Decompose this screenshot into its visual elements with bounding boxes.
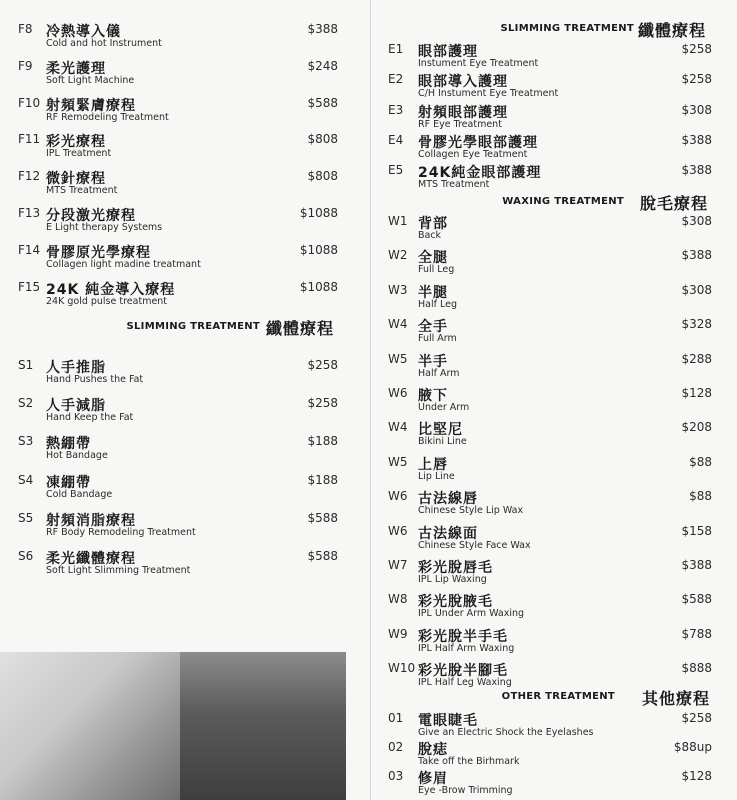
item-name-en: Instument Eye Treatment <box>418 58 539 69</box>
item-code: W3 <box>388 282 408 297</box>
item-price: $258 <box>681 72 712 87</box>
section-title-zh: 其他療程 <box>642 689 711 708</box>
item-name-zh: 骨膠原光學療程 <box>46 244 151 261</box>
item-code: W6 <box>388 386 408 400</box>
item-name-en: Chinese Style Lip Wax <box>418 505 524 517</box>
item-code: E3 <box>388 102 404 117</box>
item-name-zh: 修眉 <box>418 771 448 787</box>
item-price: $188 <box>307 472 338 487</box>
item-code: S2 <box>18 396 34 411</box>
item-code: W10 <box>388 661 416 676</box>
item-code: F10 <box>18 95 41 110</box>
item-code: F9 <box>18 58 33 73</box>
item-price: $388 <box>681 558 712 572</box>
item-code: W4 <box>388 420 408 435</box>
item-price: $258 <box>307 396 338 411</box>
item-name-en: Soft Light Slimming Treatment <box>46 565 191 576</box>
item-name-zh: 彩光療程 <box>46 134 106 151</box>
item-code: W7 <box>388 558 408 572</box>
item-price: $588 <box>307 95 338 110</box>
other-header <box>372 686 737 706</box>
item-price: $88 <box>689 454 712 469</box>
item-price: $258 <box>681 42 712 56</box>
item-name-zh: 骨膠光學眼部護理 <box>418 134 538 151</box>
section-title-zh: 纖體療程 <box>638 21 707 40</box>
item-code: W9 <box>388 626 408 641</box>
item-name-en: Hand Pushes the Fat <box>46 374 144 385</box>
item-price: $308 <box>681 102 712 117</box>
item-name-en: Hot Bandage <box>46 450 108 462</box>
item-name-en: RF Remodeling Treatment <box>46 111 169 123</box>
item-name-en: RF Eye Treatment <box>418 118 502 130</box>
item-price: $588 <box>307 549 338 563</box>
item-code: W5 <box>388 454 408 469</box>
item-code: F15 <box>18 279 41 294</box>
item-price: $1088 <box>299 279 338 294</box>
item-price: $788 <box>681 626 712 641</box>
item-name-zh: 比堅尼 <box>418 422 463 439</box>
item-name-zh: 彩光脫半腳毛 <box>418 663 508 680</box>
item-name-zh: 眼部護理 <box>418 44 478 60</box>
item-name-zh: 上唇 <box>418 456 448 473</box>
item-price: $128 <box>681 769 712 783</box>
item-name-zh: 半腿 <box>418 284 448 301</box>
column-divider <box>370 0 371 800</box>
slimming-header-left <box>0 316 372 336</box>
item-price: $388 <box>681 132 712 147</box>
item-name-zh: 眼部導入護理 <box>418 74 508 91</box>
item-name-en: MTS Treatment <box>418 179 490 191</box>
item-name-en: Eye -Brow Trimming <box>418 785 513 796</box>
item-price: $308 <box>681 282 712 297</box>
item-code: F12 <box>18 169 41 184</box>
item-code: W4 <box>388 317 408 332</box>
item-code: F11 <box>18 132 41 147</box>
item-name-zh: 古法線面 <box>418 525 478 542</box>
item-code: E5 <box>388 163 404 178</box>
item-code: F14 <box>18 242 41 257</box>
item-name-en: Take off the Birhmark <box>418 756 520 767</box>
item-code: S1 <box>18 358 34 372</box>
item-price: $288 <box>681 351 712 366</box>
item-name-en: Collagen light madine treatmant <box>46 258 201 270</box>
section-title-zh: 脫毛療程 <box>640 194 709 213</box>
section-title-en: SLIMMING TREATMENT <box>500 23 634 34</box>
item-name-en: IPL Lip Waxing <box>418 574 487 585</box>
item-name-en: Back <box>418 230 442 241</box>
item-name-zh: 電眼睫毛 <box>418 713 478 729</box>
section-title-en: WAXING TREATMENT <box>502 196 624 207</box>
item-name-en: Under Arm <box>418 402 470 413</box>
item-name-zh: 分段激光療程 <box>46 208 136 224</box>
item-name-en: Full Arm <box>418 333 457 345</box>
item-name-en: Collagen Eye Teatment <box>418 148 528 160</box>
section-title-zh: 纖體療程 <box>266 319 335 338</box>
item-price: $388 <box>681 163 712 178</box>
item-name-zh: 彩光脫腋毛 <box>418 594 493 611</box>
item-name-zh: 全腿 <box>418 250 448 267</box>
item-code: W2 <box>388 248 408 263</box>
section-title-en: OTHER TREATMENT <box>501 691 615 702</box>
item-name-en: IPL Treatment <box>46 148 112 160</box>
item-name-zh: 柔光護理 <box>46 60 106 77</box>
item-code: W6 <box>388 523 408 538</box>
item-price: $888 <box>681 661 712 676</box>
item-name-zh: 脫痣 <box>418 742 448 758</box>
item-name-zh: 熱綳帶 <box>46 436 91 453</box>
item-price: $258 <box>681 711 712 725</box>
item-code: 02 <box>388 740 404 754</box>
slimming-header-right <box>372 18 737 38</box>
item-code: E1 <box>388 42 404 56</box>
item-name-zh: 射頻緊膚療程 <box>46 97 136 114</box>
item-name-zh: 24K純金眼部護理 <box>418 165 542 182</box>
facial-treatment-photo <box>0 652 180 800</box>
item-code: E2 <box>388 72 404 87</box>
item-price: $258 <box>307 358 338 372</box>
item-name-en: Soft Light Machine <box>46 74 135 86</box>
item-price: $1088 <box>299 206 338 220</box>
item-price: $588 <box>681 592 712 607</box>
item-name-zh: 微針療程 <box>46 171 106 188</box>
item-price: $588 <box>307 510 338 525</box>
spa-room-photo <box>180 652 346 800</box>
item-name-en: Cold and hot Instrument <box>46 38 162 49</box>
item-price: $808 <box>307 132 338 147</box>
item-name-en: Bikini Line <box>418 436 467 448</box>
item-name-en: C/H Instument Eye Treatment <box>418 88 559 100</box>
item-code: E4 <box>388 132 404 147</box>
item-code: F8 <box>18 22 33 36</box>
item-name-en: Cold Bandage <box>46 488 113 500</box>
item-name-en: RF Body Remodeling Treatment <box>46 526 196 538</box>
item-code: 03 <box>388 769 404 783</box>
item-name-zh: 射頻消脂療程 <box>46 512 136 529</box>
item-price: $188 <box>307 434 338 449</box>
item-name-en: Chinese Style Face Wax <box>418 539 531 551</box>
item-price: $88up <box>673 740 712 754</box>
item-name-zh: 背部 <box>418 216 448 232</box>
section-title-en: SLIMMING TREATMENT <box>126 321 260 332</box>
item-name-zh: 人手減脂 <box>46 398 106 415</box>
item-name-zh: 彩光脫唇毛 <box>418 560 493 576</box>
item-price: $388 <box>681 248 712 263</box>
item-name-en: MTS Treatment <box>46 185 118 197</box>
item-name-en: 24K gold pulse treatment <box>46 295 168 307</box>
item-name-zh: 半手 <box>418 353 448 370</box>
item-code: W1 <box>388 214 408 228</box>
item-code: W6 <box>388 489 408 504</box>
item-price: $1088 <box>299 242 338 257</box>
item-price: $158 <box>681 523 712 538</box>
item-name-en: Give an Electric Shock the Eyelashes <box>418 727 594 738</box>
item-code: S6 <box>18 549 34 563</box>
item-name-en: E Light therapy Systems <box>46 222 163 233</box>
item-price: $308 <box>681 214 712 228</box>
item-name-zh: 人手推脂 <box>46 360 106 376</box>
item-code: F13 <box>18 206 41 220</box>
item-name-en: Hand Keep the Fat <box>46 412 134 424</box>
item-code: W5 <box>388 351 408 366</box>
item-name-zh: 彩光脫半手毛 <box>418 628 508 645</box>
item-name-zh: 凍綳帶 <box>46 474 91 491</box>
item-code: W8 <box>388 592 408 607</box>
item-price: $388 <box>307 22 338 36</box>
item-code: S3 <box>18 434 34 449</box>
item-code: S4 <box>18 472 34 487</box>
item-name-zh: 古法線唇 <box>418 491 478 508</box>
item-price: $88 <box>689 489 712 504</box>
spa-photo <box>0 652 346 800</box>
item-price: $808 <box>307 169 338 184</box>
item-name-zh: 全手 <box>418 319 448 336</box>
item-code: S5 <box>18 510 34 525</box>
item-name-en: Lip Line <box>418 470 455 482</box>
item-code: 01 <box>388 711 404 725</box>
item-name-en: IPL Half Leg Waxing <box>418 677 512 689</box>
waxing-header <box>372 191 737 211</box>
item-name-en: IPL Under Arm Waxing <box>418 608 525 620</box>
item-name-en: Half Leg <box>418 298 457 310</box>
item-name-en: Half Arm <box>418 367 460 379</box>
item-name-en: IPL Half Arm Waxing <box>418 642 515 654</box>
item-price: $208 <box>681 420 712 435</box>
item-price: $328 <box>681 317 712 332</box>
item-price: $128 <box>681 386 712 400</box>
item-name-zh: 冷熱導入儀 <box>46 24 121 40</box>
item-name-en: Full Leg <box>418 264 455 276</box>
item-name-zh: 腋下 <box>418 388 448 404</box>
item-price: $248 <box>307 58 338 73</box>
item-name-zh: 柔光纖體療程 <box>46 551 136 567</box>
item-name-zh: 24K 純金導入療程 <box>46 281 176 298</box>
item-name-zh: 射頻眼部護理 <box>418 104 508 121</box>
